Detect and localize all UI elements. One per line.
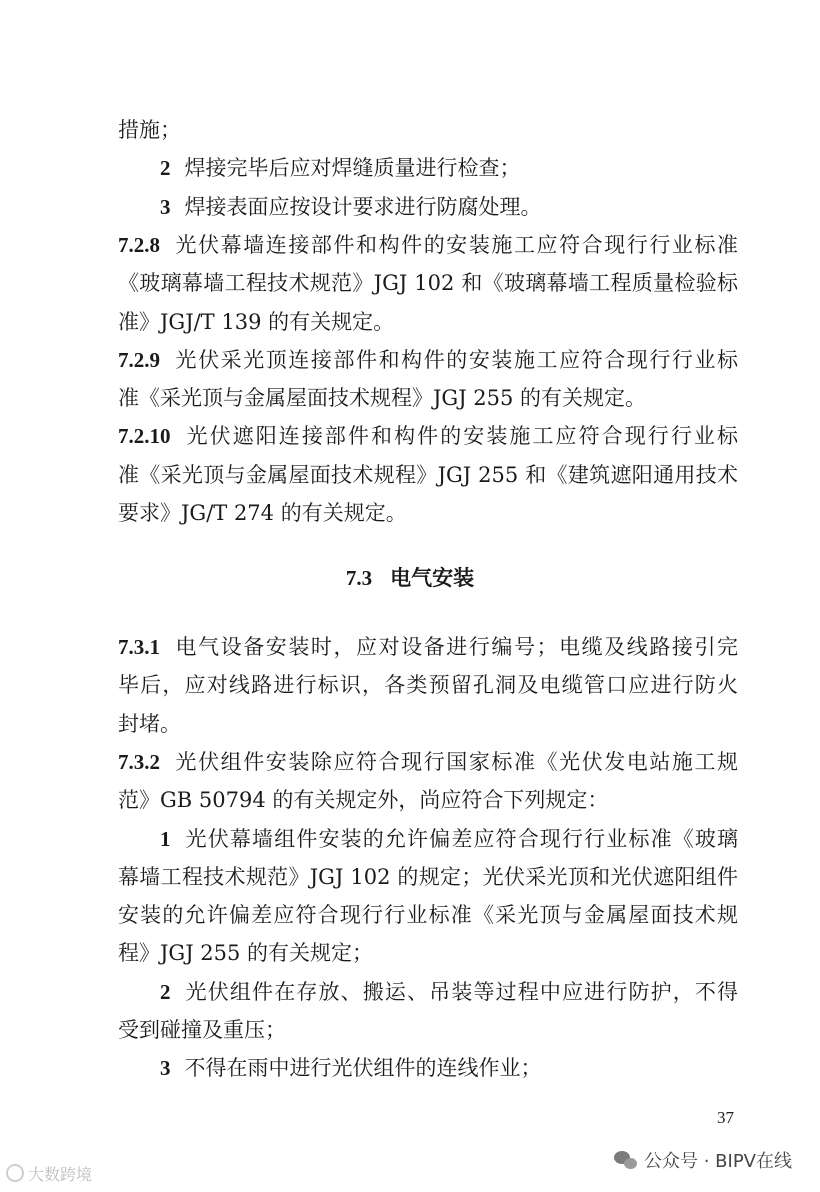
line-text: 封堵。 bbox=[118, 711, 181, 736]
text-line bbox=[118, 744, 738, 780]
text-line bbox=[118, 457, 738, 493]
text-line bbox=[160, 974, 738, 1010]
section-number: 7.3 bbox=[345, 566, 373, 590]
text-line bbox=[118, 897, 738, 933]
page-number: 37 bbox=[717, 1108, 734, 1127]
line-text: 光伏幕墙组件安装的允许偏差应符合现行行业标准《玻璃 bbox=[184, 826, 738, 851]
line-text: 光伏幕墙连接部件和构件的安装施工应符合现行行业标准 bbox=[174, 232, 738, 257]
source-watermark bbox=[6, 1160, 92, 1186]
watermark-label: 大数跨境 bbox=[28, 1164, 93, 1184]
clause-number: 2 bbox=[160, 156, 171, 181]
section-title: 电气安装 bbox=[390, 565, 475, 590]
text-line bbox=[118, 418, 738, 454]
text-line bbox=[118, 304, 738, 340]
clause-number: 7.3.1 bbox=[118, 635, 160, 659]
clause-number: 7.2.8 bbox=[118, 232, 160, 257]
wechat-watermark bbox=[614, 1146, 792, 1174]
text-line bbox=[160, 821, 738, 857]
text-line bbox=[160, 1050, 738, 1086]
wechat-icon bbox=[614, 1150, 638, 1170]
line-text: 范》GB 50794 的有关规定外，尚应符合下列规定： bbox=[118, 788, 609, 813]
text-line bbox=[118, 265, 738, 301]
clause-number: 1 bbox=[160, 826, 171, 851]
wechat-label: 公众号 · BIPV在线 bbox=[644, 1151, 792, 1172]
line-text: 焊接表面应按设计要求进行防腐处理。 bbox=[184, 194, 542, 219]
text-line bbox=[118, 112, 738, 148]
text-line bbox=[118, 629, 738, 665]
watermark-logo-icon bbox=[6, 1164, 24, 1182]
text-line bbox=[160, 150, 738, 186]
text-line bbox=[118, 935, 738, 971]
line-text: 准《采光顶与金属屋面技术规程》JGJ 255 和《建筑遮阳通用技术 bbox=[118, 462, 738, 487]
line-text: 准》JGJ/T 139 的有关规定。 bbox=[118, 309, 395, 334]
line-text: 准《采光顶与金属屋面技术规程》JGJ 255 的有关规定。 bbox=[118, 386, 647, 411]
clause-number: 2 bbox=[160, 979, 171, 1004]
line-text: 电气设备安装时，应对设备进行编号；电缆及线路接引完 bbox=[174, 635, 738, 659]
line-text: 安装的允许偏差应符合现行行业标准《采光顶与金属屋面技术规 bbox=[118, 903, 738, 928]
clause-number: 7.2.10 bbox=[118, 424, 171, 449]
text-line bbox=[118, 380, 738, 416]
line-text: 程》JGJ 255 的有关规定； bbox=[118, 941, 374, 966]
section-heading-7-3 bbox=[0, 560, 820, 596]
line-text: 措施； bbox=[118, 118, 181, 142]
clause-number: 3 bbox=[160, 194, 171, 219]
text-line bbox=[118, 495, 738, 531]
clause-number: 7.3.2 bbox=[118, 749, 160, 774]
clause-number: 3 bbox=[160, 1056, 171, 1081]
line-text: 要求》JG/T 274 的有关规定。 bbox=[118, 501, 407, 525]
text-line bbox=[118, 227, 738, 263]
line-text: 光伏遮阳连接部件和构件的安装施工应符合现行行业标 bbox=[184, 424, 738, 449]
line-text: 受到碰撞及重压； bbox=[118, 1018, 286, 1042]
line-text: 光伏采光顶连接部件和构件的安装施工应符合现行行业标 bbox=[174, 347, 738, 372]
text-line bbox=[160, 189, 738, 225]
text-line bbox=[118, 667, 738, 703]
clause-number: 7.2.9 bbox=[118, 347, 160, 372]
line-text: 不得在雨中进行光伏组件的连线作业； bbox=[184, 1056, 542, 1081]
line-text: 毕后，应对线路进行标识，各类预留孔洞及电缆管口应进行防火 bbox=[118, 673, 738, 698]
line-text: 《玻璃幕墙工程技术规范》JGJ 102 和《玻璃幕墙工程质量检验标 bbox=[118, 271, 738, 296]
line-text: 焊接完毕后应对焊缝质量进行检查； bbox=[184, 156, 521, 181]
text-line bbox=[118, 859, 738, 895]
text-line bbox=[118, 782, 738, 818]
text-line bbox=[118, 706, 738, 742]
text-line bbox=[118, 1012, 738, 1048]
line-text: 幕墙工程技术规范》JGJ 102 的规定；光伏采光顶和光伏遮阳组件 bbox=[118, 864, 738, 889]
line-text: 光伏组件在存放、搬运、吊装等过程中应进行防护，不得 bbox=[184, 979, 738, 1004]
line-text: 光伏组件安装除应符合现行国家标准《光伏发电站施工规 bbox=[174, 749, 738, 774]
text-line bbox=[118, 342, 738, 378]
